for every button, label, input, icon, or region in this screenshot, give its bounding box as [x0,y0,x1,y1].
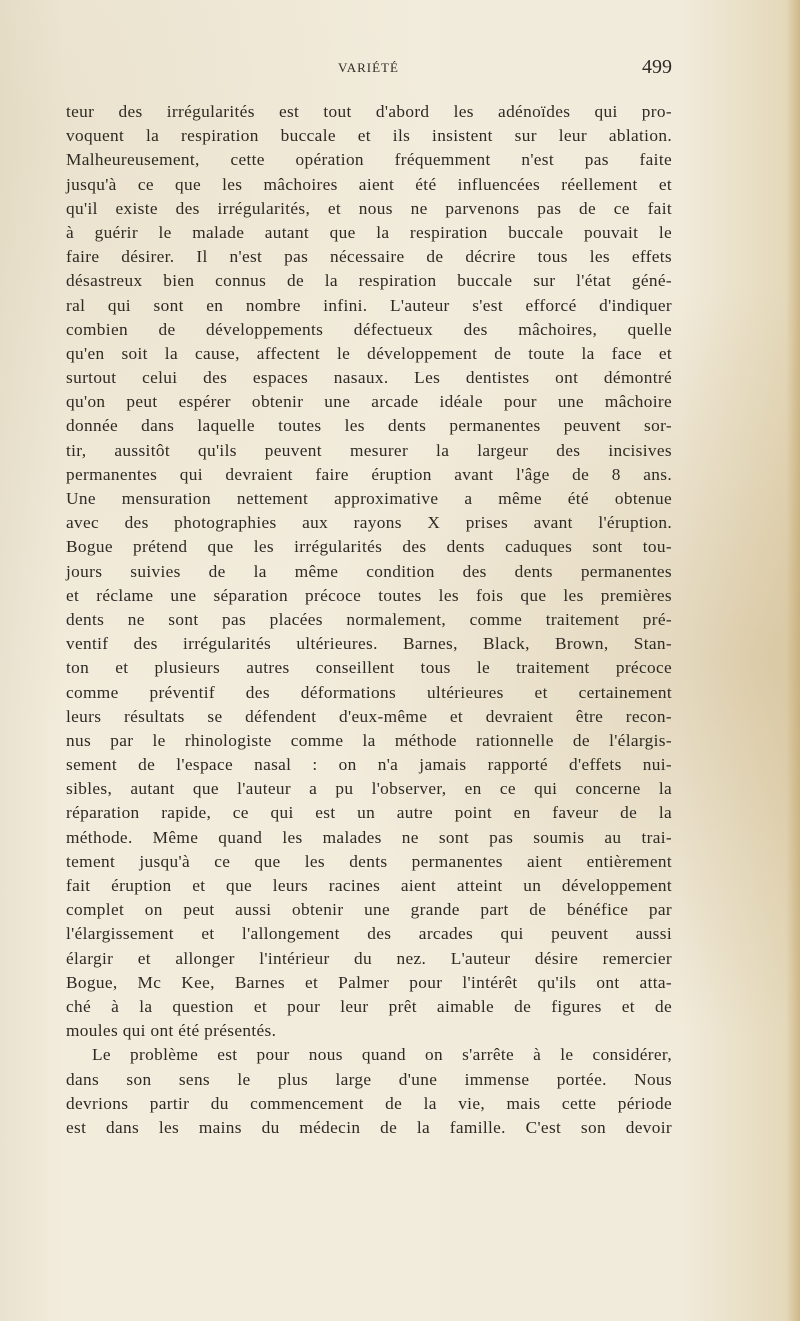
text-line: et réclame une séparation précoce toutes les fois que les premières [66,585,672,605]
text-line: Une mensuration nettement approximative a même été obtenue [66,489,672,508]
text-line: complet on peut aussi obtenir une grande part de bénéfice par [66,900,672,920]
text-line: ton et plusieurs autres conseillent tous le traitement précoce [66,658,672,678]
text-line: leurs résultats se défendent d'eux-même et devraient être recon- [66,706,672,726]
text-line: est dans les mains du médecin de la famille. C'est son devoir [66,1117,672,1137]
text-line: qu'on peut espérer obtenir une arcade idéale pour une mâchoire [66,392,672,412]
text-line: Le problème est pour nous quand on s'arrête à le considérer, [92,1045,672,1065]
text-line: Bogue prétend que les irrégularités des dents caduques sont tou- [66,537,672,557]
text-line: fait éruption et que leurs racines aient atteint un développement [66,876,672,895]
text-line: l'élargissement et l'allongement des arcades qui peuvent aussi [66,924,672,944]
running-title: VARIÉTÉ [338,60,399,75]
text-line: permanentes qui devraient faire éruption avant l'âge de 8 ans. [66,464,672,484]
text-line: dents ne sont pas placées normalement, comme traitement pré- [66,609,672,629]
text-line: sement de l'espace nasal : on n'a jamais rapporté d'effets nui- [66,755,672,775]
text-line: sibles, autant que l'auteur a pu l'observer, en ce qui concerne la [66,779,672,799]
text-line: Bogue, Mc Kee, Barnes et Palmer pour l'intérêt qu'ils ont atta- [66,972,672,992]
page-number: 499 [642,56,672,78]
text-line: réparation rapide, ce qui est un autre point en faveur de la [66,803,672,823]
text-line: teur des irrégularités est tout d'abord les adénoïdes qui pro- [66,102,672,121]
text-line: ventif des irrégularités ultérieures. Barnes, Black, Brown, Stan- [66,634,672,654]
text-line: surtout celui des espaces nasaux. Les dentistes ont démontré [66,368,672,388]
text-line: Malheureusement, cette opération fréquemment n'est pas faite [66,150,672,170]
text-line: jours suivies de la même condition des dents permanentes [66,561,672,581]
text-line: combien de développements défectueux des mâchoires, quelle [66,319,672,339]
text-line: ral qui sont en nombre infini. L'auteur s'est efforcé d'indiquer [66,295,672,315]
text-line: nus par le rhinologiste comme la méthode rationnelle de l'élargis- [66,730,672,750]
text-line: faire désirer. Il n'est pas nécessaire de décrire tous les effets [66,247,672,267]
body-text [66,100,672,1140]
text-line: avec des photographies aux rayons X prises avant l'éruption. [66,513,672,533]
text-line: qu'en soit la cause, affectent le développement de toute la face et [66,343,672,363]
text-line: ché à la question et pour leur prêt aimable de figures et de [66,996,672,1016]
text-line: méthode. Même quand les malades ne sont pas soumis au trai- [66,827,672,847]
text-line: dans son sens le plus large d'une immense portée. Nous [66,1069,672,1089]
text-line: voquent la respiration buccale et ils insistent sur leur ablation. [66,126,672,146]
text-line: donnée dans laquelle toutes les dents permanentes peuvent sor- [66,416,672,436]
text-line: à guérir le malade autant que la respiration buccale pouvait le [66,222,672,242]
text-line: jusqu'à ce que les mâchoires aient été influencées réellement et [66,174,672,194]
page-header [66,58,672,84]
text-line: devrions partir du commencement de la vie, mais cette période [66,1093,672,1113]
text-line: tement jusqu'à ce que les dents permanentes aient entièrement [66,851,672,871]
text-line: désastreux bien connus de la respiration buccale sur l'état géné- [66,271,672,291]
text-line: comme préventif des déformations ultérieures et certainement [66,682,672,702]
text-line: tir, aussitôt qu'ils peuvent mesurer la largeur des incisives [66,440,672,460]
text-line: moules qui ont été présentés. [66,1021,277,1041]
text-line: élargir et allonger l'intérieur du nez. L'auteur désire remercier [66,948,672,968]
text-line: qu'il existe des irrégularités, et nous ne parvenons pas de ce fait [66,198,672,218]
page-edge-shadow [786,0,800,1321]
